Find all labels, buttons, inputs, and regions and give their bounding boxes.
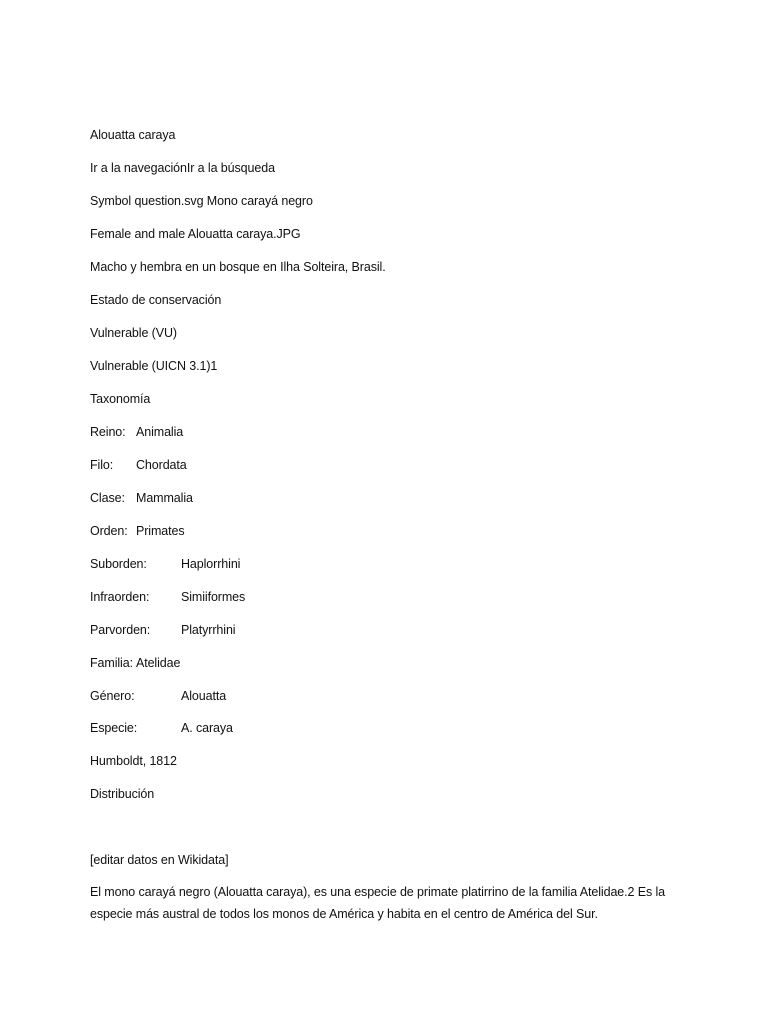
conservation-status: Vulnerable (VU) <box>90 326 177 340</box>
image-caption: Macho y hembra en un bosque en Ilha Solteira, Brasil. <box>90 260 386 274</box>
taxonomy-label: Género: <box>90 689 135 703</box>
taxonomy-row-filo <box>90 457 187 473</box>
taxonomy-row-orden <box>90 523 185 539</box>
distribution-heading: Distribución <box>90 787 155 801</box>
common-name-line: Symbol question.svg Mono carayá negro <box>90 194 313 208</box>
taxonomy-value: Haplorrhini <box>181 557 241 571</box>
taxonomy-value: Platyrrhini <box>181 623 236 637</box>
conservation-source: Vulnerable (UICN 3.1)1 <box>90 359 218 373</box>
taxonomy-value: Chordata <box>136 458 187 472</box>
taxonomy-value: A. caraya <box>181 721 233 735</box>
navigation-links[interactable]: Ir a la navegaciónIr a la búsqueda <box>90 161 275 175</box>
taxonomy-row-infraorden <box>90 589 245 605</box>
taxonomy-value: Animalia <box>136 425 184 439</box>
document-title: Alouatta caraya <box>90 128 176 142</box>
taxonomy-row-reino <box>90 424 183 440</box>
conservation-heading: Estado de conservación <box>90 293 222 307</box>
taxonomy-row-genero <box>90 688 226 704</box>
taxonomy-row-familia <box>90 655 180 671</box>
taxonomy-label: Suborden: <box>90 557 147 571</box>
image-file-link[interactable]: Female and male Alouatta caraya.JPG <box>90 227 301 241</box>
taxonomy-row-especie <box>90 720 233 736</box>
taxonomic-authority: Humboldt, 1812 <box>90 754 177 768</box>
taxonomy-label: Filo: <box>90 458 114 472</box>
taxonomy-label: Especie: <box>90 721 138 735</box>
taxonomy-row-clase <box>90 490 193 506</box>
taxonomy-value: Atelidae <box>135 656 181 670</box>
taxonomy-label: Infraorden: <box>90 590 150 604</box>
intro-paragraph: El mono carayá negro (Alouatta caraya), es una especie de primate platirrino de la familia Atelidae.2 Es la especie más austral de todos los monos de América y habita en el centro de América del Sur. <box>90 885 666 921</box>
taxonomy-label: Clase: <box>90 491 125 505</box>
taxonomy-label: Orden: <box>90 524 128 538</box>
taxonomy-row-suborden <box>90 556 240 572</box>
taxonomy-row-parvorden <box>90 622 235 638</box>
taxonomy-value: Primates <box>136 524 185 538</box>
taxonomy-value: Simiiformes <box>181 590 246 604</box>
taxonomy-value: Alouatta <box>181 689 227 703</box>
edit-wikidata-link[interactable]: [editar datos en Wikidata] <box>90 853 229 867</box>
taxonomy-label: Reino: <box>90 425 126 439</box>
taxonomy-label: Familia: <box>90 656 133 670</box>
taxonomy-heading: Taxonomía <box>90 392 151 406</box>
taxonomy-label: Parvorden: <box>90 623 151 637</box>
taxonomy-value: Mammalia <box>136 491 193 505</box>
